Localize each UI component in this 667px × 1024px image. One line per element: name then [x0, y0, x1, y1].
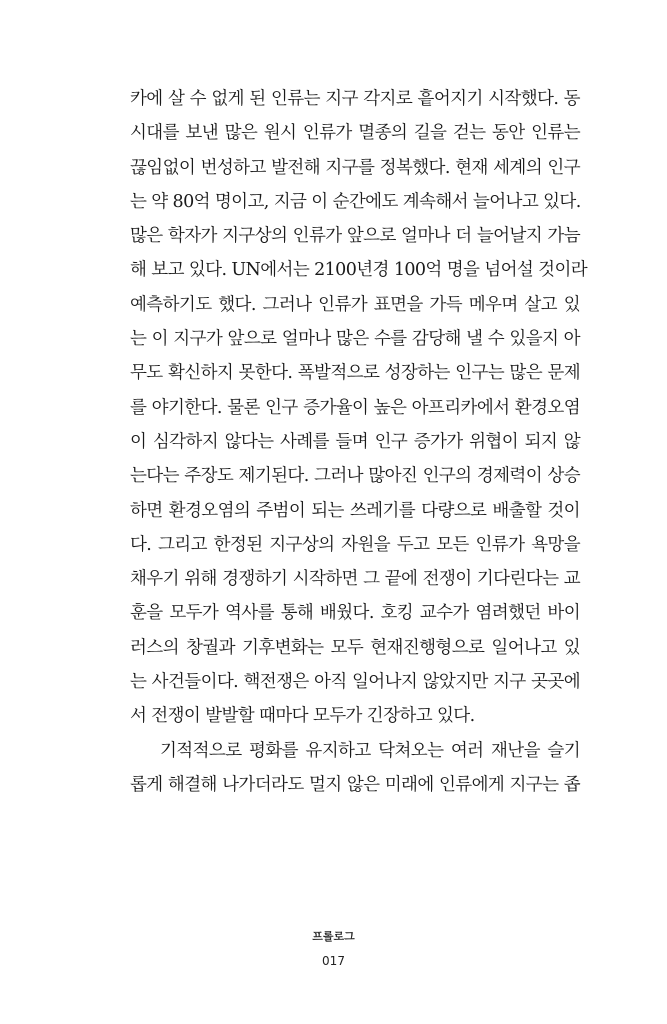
text-line: 다. 그리고 한정된 지구상의 자원을 두고 모든 인류가 욕망을: [130, 534, 580, 555]
paragraph-end-line: 서 전쟁이 발발할 때마다 모두가 긴장하고 있다.: [130, 706, 475, 727]
text-line: 하면 환경오염의 주범이 되는 쓰레기를 다량으로 배출할 것이: [130, 500, 580, 521]
page-number: 017: [322, 954, 345, 968]
text-line: 해 보고 있다. UN에서는 2100년경 100억 명을 넘어설 것이라: [130, 260, 588, 281]
paragraph-start-line: 기적적으로 평화를 유지하고 닥쳐오는 여러 재난을 슬기: [160, 740, 580, 761]
text-line: 는 사건들이다. 핵전쟁은 아직 일어나지 않았지만 지구 곳곳에: [130, 672, 580, 693]
text-line: 끊임없이 번성하고 발전해 지구를 정복했다. 현재 세계의 인구: [130, 157, 580, 178]
text-line: 예측하기도 했다. 그러나 인류가 표면을 가득 메우며 살고 있: [130, 294, 580, 315]
text-line: 이 심각하지 않다는 사례를 들며 인구 증가가 위협이 되지 않: [130, 431, 580, 452]
text-line: 채우기 위해 경쟁하기 시작하면 그 끝에 전쟁이 기다린다는 교: [130, 569, 580, 590]
text-line: 롭게 해결해 나가더라도 멀지 않은 미래에 인류에게 지구는 좁: [130, 774, 580, 795]
text-line: 를 야기한다. 물론 인구 증가율이 높은 아프리카에서 환경오염: [130, 397, 580, 418]
running-title: 프롤로그: [312, 930, 355, 943]
text-line: 카에 살 수 없게 된 인류는 지구 각지로 흩어지기 시작했다. 동: [130, 89, 580, 109]
text-line: 는 약 80억 명이고, 지금 이 순간에도 계속해서 늘어나고 있다.: [130, 191, 581, 212]
body-text: [130, 82, 588, 802]
text-line: 많은 학자가 지구상의 인류가 앞으로 얼마나 더 늘어날지 가늠: [130, 226, 580, 247]
text-line: 시대를 보낸 많은 원시 인류가 멸종의 길을 걷는 동안 인류는: [130, 123, 580, 144]
text-line: 는 이 지구가 앞으로 얼마나 많은 수를 감당해 낼 수 있을지 아: [130, 329, 580, 350]
text-line: 훈을 모두가 역사를 통해 배웠다. 호킹 교수가 염려했던 바이: [130, 603, 580, 624]
text-line: 무도 확신하지 못한다. 폭발적으로 성장하는 인구는 많은 문제: [130, 363, 580, 384]
text-line: 러스의 창궐과 기후변화는 모두 현재진행형으로 일어나고 있: [130, 637, 580, 658]
text-line: 는다는 주장도 제기된다. 그러나 많아진 인구의 경제력이 상승: [130, 466, 580, 487]
